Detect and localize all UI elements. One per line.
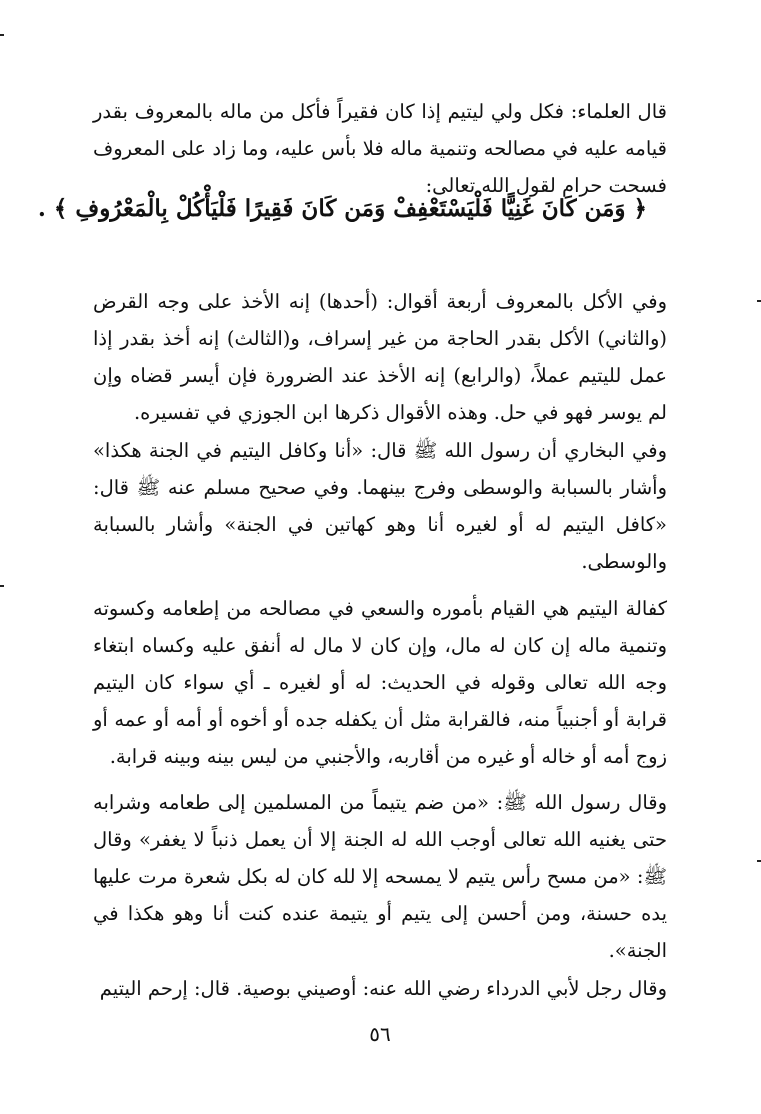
edge-mark (757, 860, 761, 862)
edge-mark (757, 300, 761, 302)
edge-mark (0, 585, 4, 587)
edge-mark (0, 34, 4, 36)
quran-verse: ﴿ وَمَن كَانَ غَنِيًّا فَلْيَسْتَعْفِفْ وَمَن كَانَ فَقِيرًا فَلْيَأْكُلْ بِالْمَعْرُوفِ ﴾ . (37, 195, 647, 222)
paragraph-hadith-orphan-care: وقال رسول الله ﷺ: «من ضم يتيماً من المسلمين إلى طعامه وشرابه حتى يغنيه الله تعالى أوجب الله له الجنة إلا أن يعمل ذنباً لا يغفر» وقال ﷺ: «من مسح رأس يتيم لا يمسحه إلا لله كان له بكل شعرة مرت عليها يده حسنة، ومن أحسن إلى يتيم أو يتيمة عنده كنت أنا وهو هكذا في الجنة». (93, 791, 667, 962)
paragraph-abu-darda: وقال رجل لأبي الدرداء رضي الله عنه: أوصيني بوصية. قال: إرحم اليتيم (99, 977, 667, 1000)
page-number: ٥٦ (369, 1022, 391, 1046)
paragraph-four-opinions: وفي الأكل بالمعروف أربعة أقوال: (أحدها) إنه الأخذ على وجه القرض (والثاني) الأكل بقدر الحاجة من غير إسراف، و(الثالث) إنه أخذ بقدر إذا عمل لليتيم عملاً، (والرابع) إنه الأخذ عند الضرورة فإن أيسر قضاه وإن لم يوسر فهو في حل. وهذه الأقوال ذكرها ابن الجوزي في تفسيره. (93, 290, 667, 424)
paragraph-bukhari-hadith: وفي البخاري أن رسول الله ﷺ قال: «أنا وكافل اليتيم في الجنة هكذا» وأشار بالسبابة والوسطى وفرج بينهما. وفي صحيح مسلم عنه ﷺ قال: «كافل اليتيم له أو لغيره أنا وهو كهاتين في الجنة» وأشار بالسبابة والوسطى. (93, 439, 667, 573)
paragraph-orphan-guardianship: كفالة اليتيم هي القيام بأموره والسعي في مصالحه من إطعامه وكسوته وتنمية ماله إن كان له مال، وإن كان لا مال له أنفق عليه وكساه ابتغاء وجه الله تعالى وقوله في الحديث: له أو لغيره ـ أي سواء كان اليتيم قرابة أو أجنبياً منه، فالقرابة مثل أن يكفله جده أو أخوه أو أمه أو عمه أو زوج أمه أو خاله أو غيره من أقاربه، والأجنبي من ليس بينه وبينه قرابة. (93, 597, 667, 768)
paragraph-scholars-opinion: قال العلماء: فكل ولي ليتيم إذا كان فقيراً فأكل من ماله بالمعروف بقدر قيامه عليه في مصالحه وتنمية ماله فلا بأس عليه، وما زاد على المعروف فسحت حرام لقول الله تعالى: (93, 100, 667, 197)
